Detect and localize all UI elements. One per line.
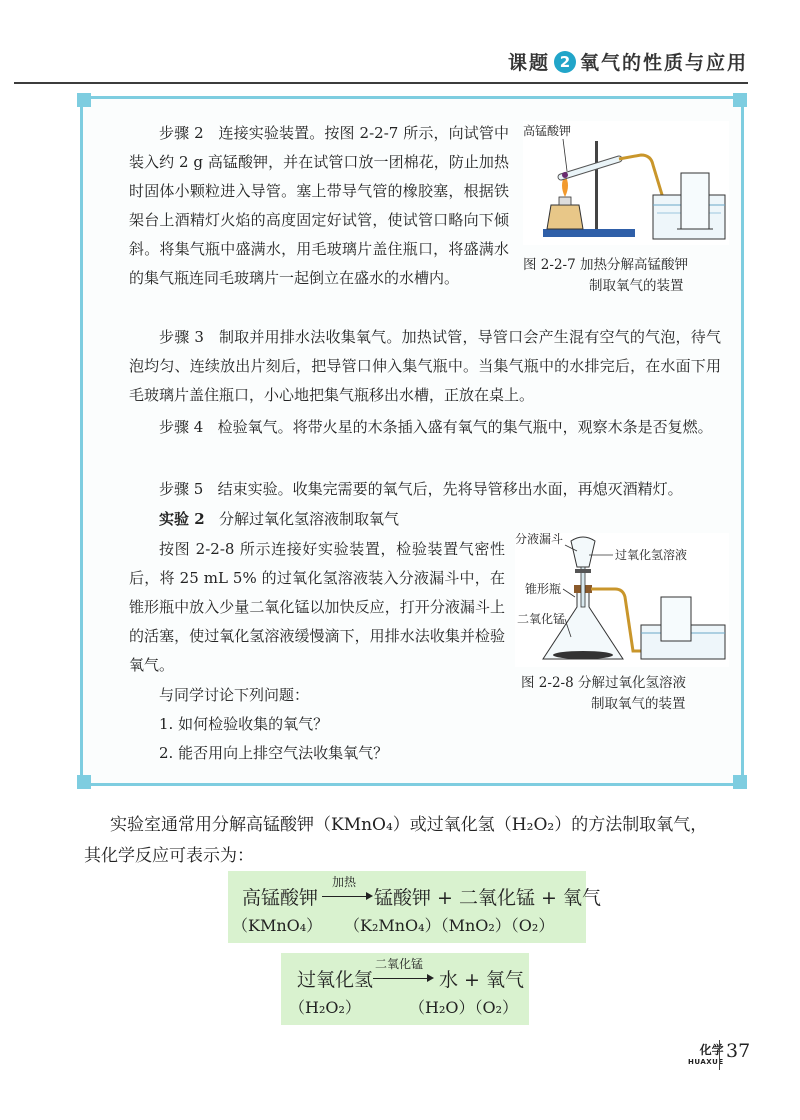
step3-label: 步骤 3 (159, 328, 204, 346)
eq1-reactant: 高锰酸钾 (242, 887, 319, 909)
eq2-products: 水 + 氧气 (439, 969, 524, 991)
fig227-caption-line1: 图 2-2-7 加热分解高锰酸钾 (523, 257, 688, 273)
eq1-condition: 加热 (332, 875, 357, 889)
experiment2-title: 分解过氧化氢溶液制取氧气 (218, 510, 399, 528)
step3-paragraph (129, 323, 721, 410)
panel-corner (733, 93, 747, 107)
eq2-reactant-formula: （H₂O₂） (289, 998, 361, 1017)
panel-corner (77, 775, 91, 789)
mno2-label: 二氧化锰 (517, 612, 566, 626)
eq1-products: 锰酸钾 + 二氧化锰 + 氧气 (374, 887, 601, 909)
h2o2-apparatus-illustration (515, 533, 729, 667)
eq2-condition: 二氧化锰 (375, 957, 424, 971)
flask-label: 锥形瓶 (525, 582, 562, 596)
step5-text: 结束实验。收集完需要的氧气后，先将导管移出水面，再熄灭酒精灯。 (217, 480, 683, 498)
eq1-reactant-formula: （KMnO₄） (232, 916, 323, 935)
figure-2-2-8-caption (515, 673, 729, 715)
figure-2-2-8 (515, 533, 729, 719)
main-line-1: 实验室通常用分解高锰酸钾（KMnO₄）或过氧化氢（H₂O₂）的方法制取氧气， (110, 815, 708, 835)
equation-1-box (228, 871, 601, 943)
step3-text: 制取并用排水法收集氧气。加热试管，导管口会产生混有空气的气泡，待气泡均匀、连续放出片刻后，把导管口伸入集气瓶中。当集气瓶中的水排完后，在水面下用毛玻璃片盖住瓶口，小心地把集气瓶移出水槽，正放在桌上。 (129, 328, 721, 404)
footer-subject: 化学 (699, 1043, 724, 1057)
step5-label: 步骤 5 (159, 480, 204, 498)
step5-paragraph (129, 475, 721, 504)
eq2-arrow (373, 978, 431, 979)
fig227-caption-line2: 制取氧气的装置 (589, 278, 684, 294)
panel-corner (733, 775, 747, 789)
main-paragraph-continued (84, 841, 724, 872)
step4-paragraph (129, 413, 721, 442)
chapter-header (508, 48, 748, 75)
topic-title: 氧气的性质与应用 (579, 52, 748, 74)
experiment2-paragraph (129, 535, 505, 680)
question-1: 1. 如何检验收集的氧气？ (159, 715, 329, 733)
kmno4-apparatus-illustration (523, 121, 729, 245)
equation-2-box (281, 953, 529, 1025)
discussion-block (129, 681, 529, 768)
eq1-products-formula: （K₂MnO₄）（MnO₂）（O₂） (344, 916, 555, 935)
eq2-arrowhead (427, 974, 434, 982)
eq2-products-formula: （H₂O）（O₂） (409, 998, 519, 1017)
figure-2-2-7-caption (523, 255, 729, 297)
figure-2-2-7 (523, 121, 729, 297)
topic-label: 课题 (507, 52, 550, 74)
footer-pinyin: HUAXUE (688, 1058, 724, 1066)
step2-label: 步骤 2 (159, 124, 204, 142)
experiment2-text: 按图 2-2-8 所示连接好实验装置，检验装置气密性后，将 25 mL 5% 的过氧化氢溶液装入分液漏斗中，在锥形瓶中放入少量二氧化锰以加快反应，打开分液漏斗上的活塞，使过氧化氢溶液缓慢滴下，用排水法收集并检验氧气。 (129, 540, 505, 674)
main-paragraph (110, 810, 760, 841)
funnel-label: 分液漏斗 (515, 533, 564, 546)
step4-label: 步骤 4 (159, 418, 204, 436)
solution-label: 过氧化氢溶液 (615, 548, 688, 562)
question-2: 2. 能否用向上排空气法收集氧气？ (159, 744, 389, 762)
fig228-caption-line2: 制取氧气的装置 (591, 696, 686, 712)
step2-paragraph (129, 119, 509, 293)
eq1-arrowhead (366, 892, 373, 900)
kmno4-label: 高锰酸钾 (523, 124, 572, 138)
step2-text: 连接实验装置。按图 2-2-7 所示，向试管中装入约 2 g 高锰酸钾，并在试管口放一团棉花，防止加热时固体小颗粒进入导管。塞上带导气管的橡胶塞，根据铁架台上酒精灯火焰的高度固定好试管，使试管口略向下倾斜。将集气瓶中盛满水，用毛玻璃片盖住瓶口，将盛满水的集气瓶连同毛玻璃片一起倒立在盛水的水槽内。 (129, 124, 510, 287)
page-number: 37 (726, 1040, 751, 1062)
discussion-intro: 与同学讨论下列问题： (159, 686, 310, 704)
footer-separator (719, 1040, 720, 1070)
step4-text: 检验氧气。将带火星的木条插入盛有氧气的集气瓶中，观察木条是否复燃。 (217, 418, 713, 436)
eq2-reactant: 过氧化氢 (297, 969, 374, 991)
main-line-2: 其化学反应可表示为： (84, 846, 254, 866)
topic-number-badge: 2 (554, 51, 576, 73)
header-rule (14, 82, 748, 84)
panel-corner (77, 93, 91, 107)
eq1-arrow (322, 896, 370, 897)
experiment-panel (80, 96, 744, 786)
fig228-caption-line1: 图 2-2-8 分解过氧化氢溶液 (521, 675, 686, 691)
experiment2-label: 实验 2 (159, 510, 205, 528)
experiment2-heading (129, 505, 529, 534)
